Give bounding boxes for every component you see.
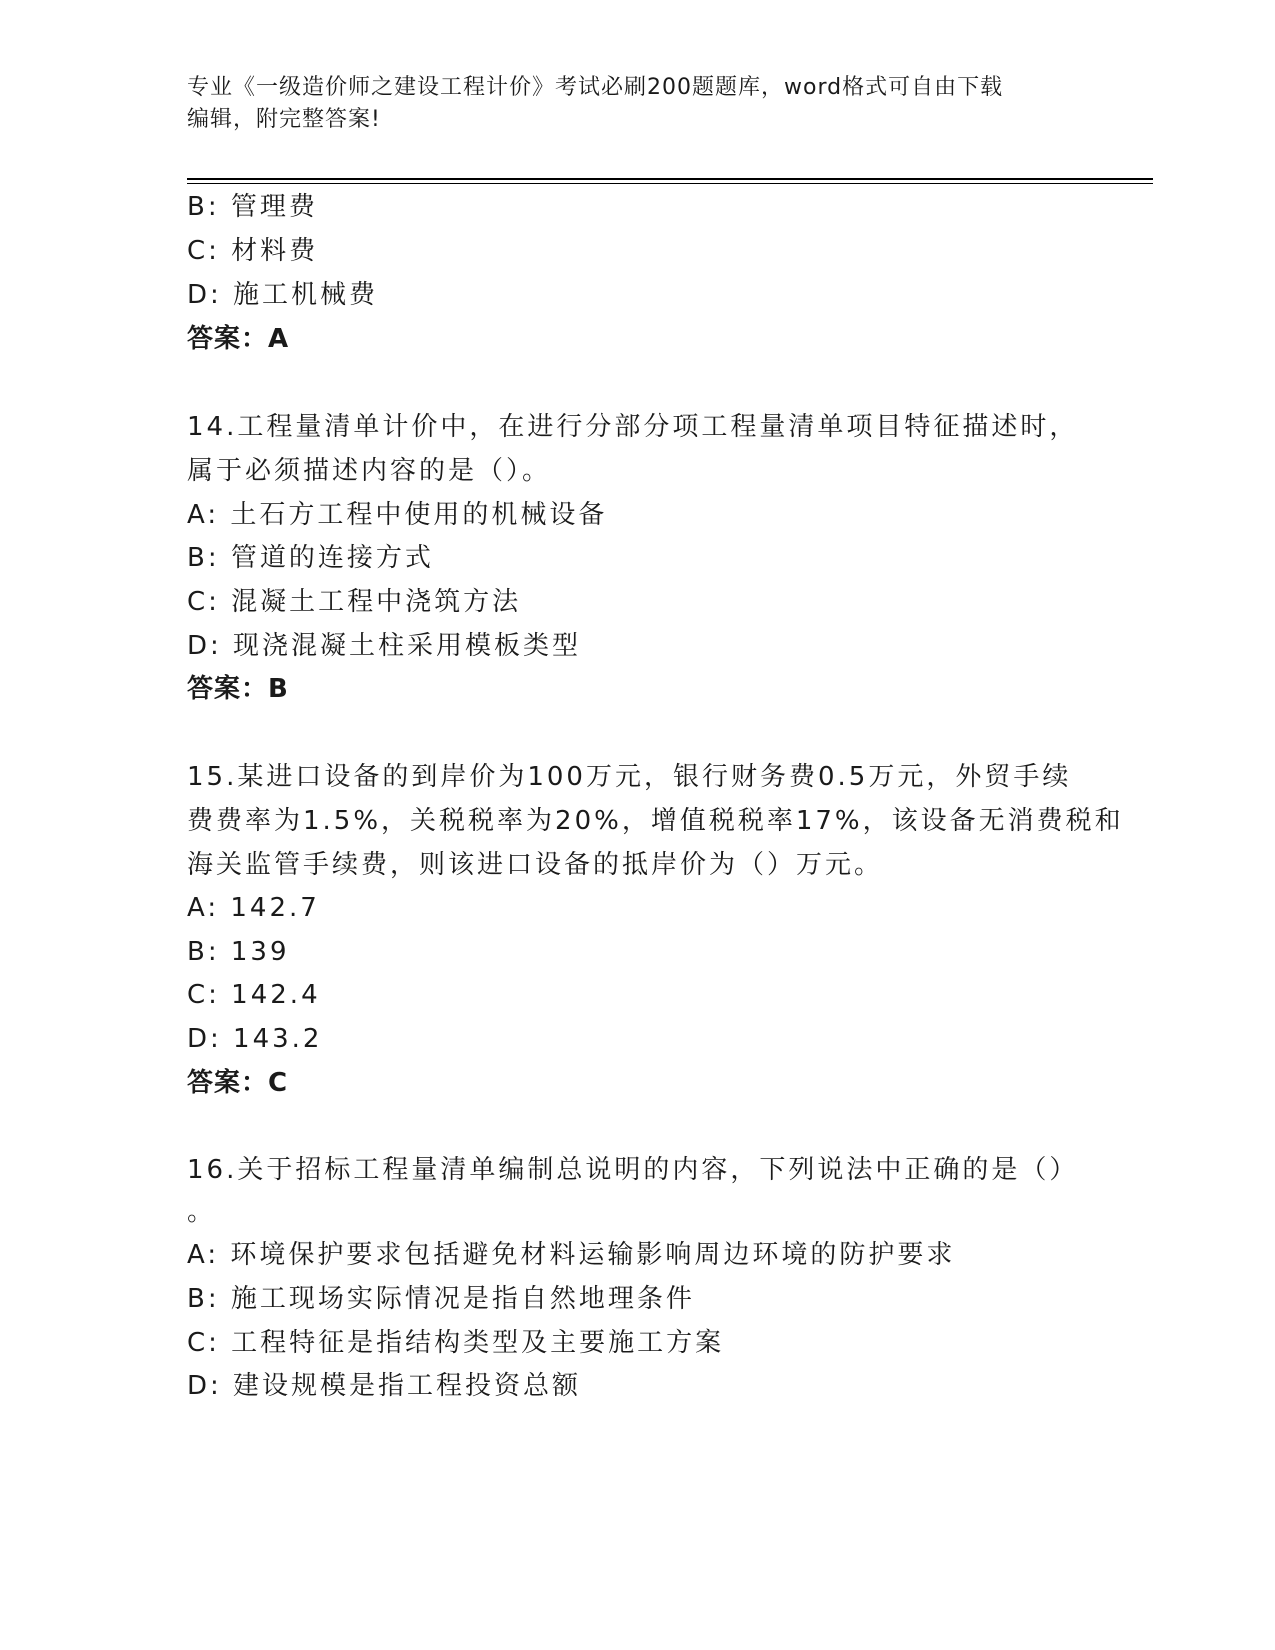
q14-option-d: D: 现浇混凝土柱采用模板类型 [187,631,582,661]
q15-option-b: B: 139 [187,937,290,967]
q14-option-a: A: 土石方工程中使用的机械设备 [187,500,608,530]
q15-option-c: C: 142.4 [187,980,321,1010]
q15-stem-line-2: 费费率为1.5%，关税税率为20%，增值税税率17%，该设备无消费税和 [187,806,1124,836]
q14-option-c: C: 混凝土工程中浇筑方法 [187,587,522,617]
q15-stem-line-1: 15.某进口设备的到岸价为100万元，银行财务费0.5万元，外贸手续 [187,762,1072,792]
q16-option-a: A: 环境保护要求包括避免材料运输影响周边环境的防护要求 [187,1240,956,1270]
header-rule-thin [187,183,1153,184]
q13-option-b: B: 管理费 [187,192,318,222]
page-header [187,72,1087,136]
q16-stem-line-2: 。 [187,1197,217,1227]
header-line-2: 编辑，附完整答案! [187,107,381,132]
header-rule-thick [187,178,1153,180]
q14-stem-line-2: 属于必须描述内容的是（）。 [187,456,552,486]
q14-option-b: B: 管道的连接方式 [187,543,434,573]
q13-option-d: D: 施工机械费 [187,280,379,310]
q14-stem-line-1: 14.工程量清单计价中，在进行分部分项工程量清单项目特征描述时， [187,412,1079,442]
q16-option-d: D: 建设规模是指工程投资总额 [187,1371,582,1401]
q13-option-c: C: 材料费 [187,236,319,266]
q16-stem-line-1: 16.关于招标工程量清单编制总说明的内容，下列说法中正确的是（） [187,1155,1079,1185]
q15-stem-line-3: 海关监管手续费，则该进口设备的抵岸价为（）万元。 [187,850,884,880]
header-line-1: 专业《一级造价师之建设工程计价》考试必刷200题题库，word格式可自由下载 [187,75,1004,100]
q15-option-d: D: 143.2 [187,1024,323,1054]
q14-answer: 答案：B [187,674,289,704]
q16-option-b: B: 施工现场实际情况是指自然地理条件 [187,1284,695,1314]
q15-option-a: A: 142.7 [187,893,320,923]
q16-option-c: C: 工程特征是指结构类型及主要施工方案 [187,1328,725,1358]
q13-answer: 答案：A [187,324,290,354]
q15-answer: 答案：C [187,1068,289,1098]
